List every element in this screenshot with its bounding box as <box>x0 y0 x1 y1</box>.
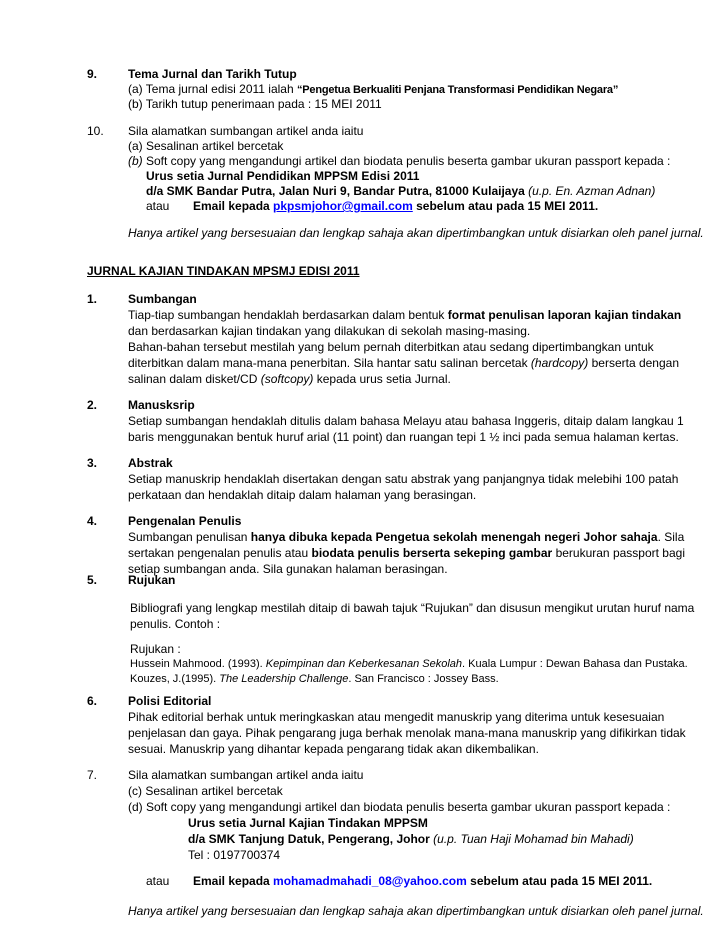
section-10-number: 10. <box>87 124 104 138</box>
k5-reference-2-publisher: . San Francisco : Jossey Bass. <box>348 673 499 685</box>
k5-reference-2-author: Kouzes, J.(1995). <box>130 673 220 685</box>
k1-line-4-text: diterbitkan dalam mana-mana penerbitan. Sila hantar satu salinan bercetak <box>128 356 531 370</box>
section-10-item-b-label: (b) <box>128 154 143 168</box>
section-10-email-link[interactable]: pkpsmjohor@gmail.com <box>273 199 413 213</box>
k3-title: Abstrak <box>128 456 173 470</box>
section-9-item-a <box>128 82 618 98</box>
k7-email-suffix: sebelum atau pada 15 MEI 2011. <box>466 874 653 888</box>
k6-title: Polisi Editorial <box>128 694 212 708</box>
k1-line-5-end: kepada urus setia Jurnal. <box>313 372 451 386</box>
k4-line-1-text: Sumbangan penulisan <box>128 530 251 544</box>
section-9-number: 9. <box>87 67 98 81</box>
k5-reference-1 <box>130 657 688 672</box>
journal-theme: “Pengetua Berkualiti Penjana Transformasi Pendidikan Negara” <box>296 84 619 96</box>
k7-telephone: Tel : 0197700374 <box>188 848 281 862</box>
k4-line-3: setiap sumbangan anda. Sila gunakan halaman berasingan. <box>128 562 448 576</box>
k4-line-1-end: . Sila <box>657 530 685 544</box>
k1-line-5-text: salinan dalam disket/CD <box>128 372 261 386</box>
k6-line-2: penjelasan dan gaya. Pihak pengarang juga berhak menolak mana-mana manuskrip yang difikirkan tidak <box>128 726 686 740</box>
k7-email-prefix: Email kepada <box>193 874 274 888</box>
k7-item-c: (c) Sesalinan artikel bercetak <box>128 784 283 798</box>
k1-line-4 <box>128 356 679 371</box>
section-10-email-line <box>193 199 598 214</box>
k5-reference-2 <box>130 672 499 687</box>
k7-email-link[interactable]: mohamadmahadi_08@yahoo.com <box>273 874 467 888</box>
k1-softcopy: (softcopy) <box>260 372 314 386</box>
k1-number: 1. <box>87 292 98 306</box>
section-10-item-a: (a) Sesalinan artikel bercetak <box>128 139 284 153</box>
k1-hardcopy: (hardcopy) <box>530 356 589 370</box>
k3-number: 3. <box>87 456 98 470</box>
k1-line-5 <box>128 372 451 387</box>
k5-number: 5. <box>87 573 98 587</box>
k1-line-1-text: Tiap-tiap sumbangan hendaklah berdasarkan dalam bentuk <box>128 308 448 322</box>
k2-title: Manusksrip <box>128 398 195 412</box>
k5-reference-1-author: Hussein Mahmood. (1993). <box>130 658 266 670</box>
k5-reference-label: Rujukan : <box>130 642 181 656</box>
section-10-email-prefix: Email kepada <box>193 199 274 213</box>
k5-line-1: Bibliografi yang lengkap mestilah ditaip di bawah tajuk “Rujukan” dan disusun mengikut urutan huruf nama <box>130 601 695 615</box>
section-9-title: Tema Jurnal dan Tarikh Tutup <box>128 67 297 81</box>
section-10-address-line-2 <box>146 184 655 199</box>
k5-reference-2-title: The Leadership Challenge <box>219 673 349 685</box>
k4-title: Pengenalan Penulis <box>128 514 242 528</box>
k7-number: 7. <box>87 768 98 782</box>
k7-contact-person: (u.p. Tuan Haji Mohamad bin Mahadi) <box>433 832 634 846</box>
k5-reference-1-publisher: . Kuala Lumpur : Dewan Bahasa dan Pustaka. <box>462 658 688 670</box>
k5-reference-1-title: Kepimpinan dan Keberkesanan Sekolah <box>265 658 463 670</box>
k4-line-2 <box>128 546 685 561</box>
k1-title: Sumbangan <box>128 292 197 306</box>
k7-address-line-1: Urus setia Jurnal Kajian Tindakan MPPSM <box>188 816 428 830</box>
k3-line-2: perkataan dan hendaklah ditaip dalam halaman yang berasingan. <box>128 488 477 502</box>
k2-line-1: Setiap sumbangan hendaklah ditulis dalam bahasa Melayu atau bahasa Inggeris, ditaip dalam langkau 1 <box>128 414 684 428</box>
k7-address-line-2 <box>188 832 634 847</box>
k7-intro: Sila alamatkan sumbangan artikel anda iaitu <box>128 768 364 782</box>
k1-line-3: Bahan-bahan tersebut mestilah yang belum pernah diterbitkan atau sedang dipertimbangkan untuk <box>128 340 654 354</box>
k1-line-1 <box>128 308 681 323</box>
k4-line-2-text: sertakan pengenalan penulis atau <box>128 546 312 560</box>
k7-item-d: (d) Soft copy yang mengandungi artikel dan biodata penulis beserta gambar ukuran passport kepada : <box>128 800 671 814</box>
k4-line-1 <box>128 530 684 545</box>
section-10-address-line-1: Urus setia Jurnal Pendidikan MPPSM Edisi 2011 <box>146 169 420 183</box>
k2-line-2: baris menggunakan bentuk huruf arial (11 point) dan ruangan tepi 1 ½ inci pada semua halaman kertas. <box>128 430 679 444</box>
k1-line-1-bold: format penulisan laporan kajian tindakan <box>447 308 682 322</box>
section-10-item-b-text: Soft copy yang mengandungi artikel dan biodata penulis beserta gambar ukuran passport kepada : <box>146 154 671 168</box>
k4-line-2-bold: biodata penulis berserta sekeping gambar <box>311 546 553 560</box>
k1-line-2: dan berdasarkan kajian tindakan yang dilakukan di sekolah masing-masing. <box>128 324 531 338</box>
k7-email-line <box>193 874 652 889</box>
k5-line-2: penulis. Contoh : <box>130 617 221 631</box>
k6-line-1: Pihak editorial berhak untuk meringkaskan atau mengedit manuskrip yang diterima untuk kesesuaian <box>128 710 665 724</box>
k7-note: Hanya artikel yang bersesuaian dan lengkap sahaja akan dipertimbangkan untuk disiarkan oleh panel jurnal. <box>128 904 704 918</box>
section-10-note: Hanya artikel yang bersesuaian dan lengkap sahaja akan dipertimbangkan untuk disiarkan oleh panel jurnal. <box>128 226 704 240</box>
k4-number: 4. <box>87 514 98 528</box>
section-10-intro: Sila alamatkan sumbangan artikel anda iaitu <box>128 124 364 138</box>
section-10-address: d/a SMK Bandar Putra, Jalan Nuri 9, Bandar Putra, 81000 Kulaijaya <box>146 184 525 198</box>
k6-line-3: sesuai. Manuskrip yang dihantar kepada pengarang tidak akan dikembalikan. <box>128 742 539 756</box>
section-10-contact-person: (u.p. En. Azman Adnan) <box>528 184 656 198</box>
k7-atau: atau <box>146 874 170 888</box>
k1-line-4-end: berserta dengan <box>588 356 679 370</box>
k3-line-1: Setiap manuskrip hendaklah disertakan dengan satu abstrak yang panjangnya tidak melebihi 100 patah <box>128 472 679 486</box>
section-10-atau: atau <box>146 199 170 213</box>
k5-title: Rujukan <box>128 573 176 587</box>
k4-line-1-bold: hanya dibuka kepada Pengetua sekolah menengah negeri Johor sahaja <box>250 530 658 544</box>
k6-number: 6. <box>87 694 98 708</box>
section-9-item-a-text: (a) Tema jurnal edisi 2011 ialah <box>128 82 297 96</box>
k4-line-2-end: berukuran passport bagi <box>552 546 685 560</box>
section-9-item-b: (b) Tarikh tutup penerimaan pada : 15 MEI 2011 <box>128 97 382 111</box>
k7-address: d/a SMK Tanjung Datuk, Pengerang, Johor <box>188 832 430 846</box>
k2-number: 2. <box>87 398 98 412</box>
section-10-email-suffix: sebelum atau pada 15 MEI 2011. <box>412 199 599 213</box>
section-heading: JURNAL KAJIAN TINDAKAN MPSMJ EDISI 2011 <box>87 264 360 278</box>
